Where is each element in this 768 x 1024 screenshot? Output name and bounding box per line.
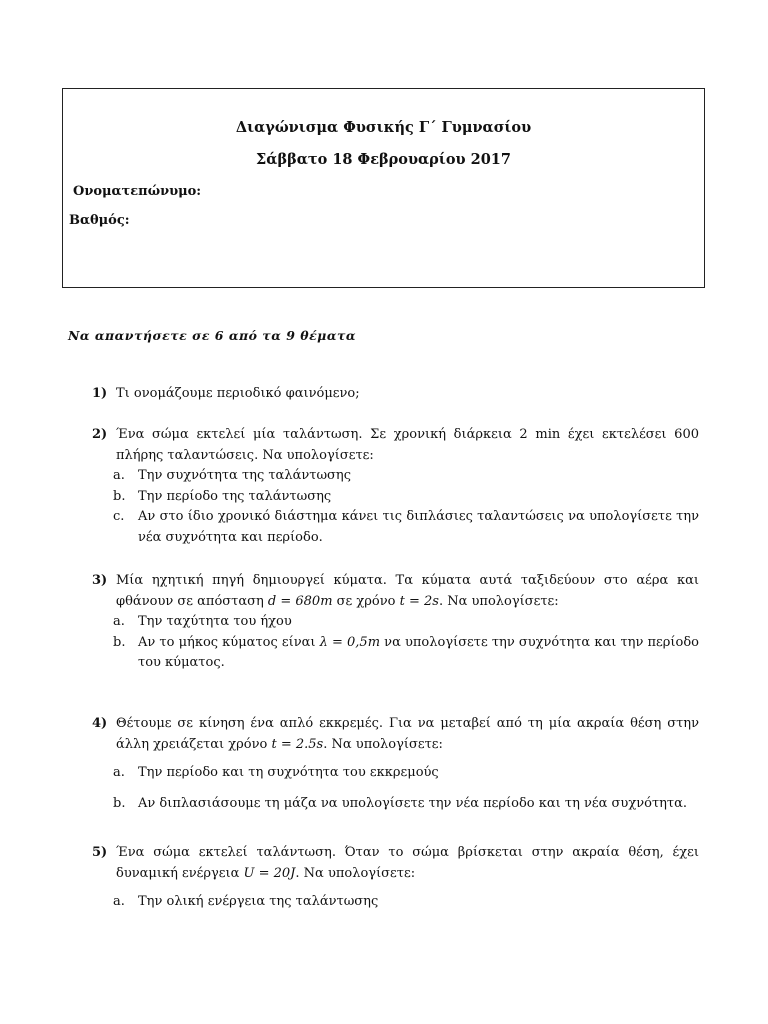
question-4 bbox=[92, 714, 699, 814]
sub-question bbox=[113, 794, 699, 815]
sub-question bbox=[113, 892, 699, 913]
instructions: Να απαντήσετε σε 6 από τα 9 θέματα bbox=[68, 328, 356, 343]
text-segment: Αν το μήκος κύματος είναι bbox=[138, 634, 320, 650]
sub-text: Την περίοδο της ταλάντωσης bbox=[138, 488, 332, 504]
sub-question bbox=[113, 487, 699, 508]
math-energy: U = 20J bbox=[243, 865, 296, 881]
exam-date: Σάββατο 18 Φεβρουαρίου 2017 bbox=[256, 151, 511, 168]
question-text bbox=[116, 571, 699, 612]
name-label: Ονοματεπώνυμο: bbox=[73, 184, 202, 199]
sub-text: Την ταχύτητα του ήχου bbox=[138, 614, 292, 629]
question-5 bbox=[92, 843, 699, 913]
sub-text: Αν διπλασιάσουμε τη μάζα να υπολογίσετε την νέα περίοδο και τη νέα συχνότητα. bbox=[138, 795, 688, 811]
question-number: 5) bbox=[92, 845, 108, 860]
sub-question bbox=[113, 612, 699, 633]
sub-letter: b. bbox=[113, 488, 126, 504]
question-text: Τι ονομάζουμε περιοδικό φαινόμενο; bbox=[116, 386, 360, 401]
text-segment: Θέτουμε σε κίνηση ένα απλό εκκρεμές. Για να μεταβεί από τη μία ακραία θέση στην άλλη χρειάζεται χρόνο bbox=[116, 716, 699, 752]
math-wavelength: λ = 0,5m bbox=[319, 634, 381, 650]
sub-text: Την ολική ενέργεια της ταλάντωσης bbox=[138, 894, 379, 909]
question-text: Ένα σώμα εκτελεί μία ταλάντωση. Σε χρονική διάρκεια 2 min έχει εκτελέσει 600 πλήρης ταλαντώσεις. Να υπολογίσετε: bbox=[116, 427, 699, 463]
question-number: 2) bbox=[92, 427, 108, 442]
question-3 bbox=[92, 571, 699, 674]
math-time: t = 2.5s bbox=[271, 736, 324, 752]
text-segment: . Να υπολογίσετε: bbox=[295, 865, 416, 881]
text-segment: Ένα σώμα εκτελεί ταλάντωση. Όταν το σώμα βρίσκεται στην ακραία θέση, έχει δυναμική ενέργεια bbox=[116, 845, 699, 881]
question-2 bbox=[92, 425, 699, 548]
sub-question bbox=[113, 633, 699, 674]
question-number: 1) bbox=[92, 386, 108, 401]
sub-question bbox=[113, 466, 699, 487]
text-segment: να υπολογίσετε την συχνότητα και την περίοδο του κύματος. bbox=[138, 634, 699, 670]
text-segment: σε χρόνο bbox=[332, 593, 400, 609]
sub-letter: a. bbox=[113, 765, 125, 780]
sub-text: Την συχνότητα της ταλάντωσης bbox=[138, 468, 351, 483]
math-time: t = 2s bbox=[399, 593, 439, 609]
sub-text: Αν στο ίδιο χρονικό διάστημα κάνει τις διπλάσιες ταλαντώσεις να υπολογίσετε την νέα συχνότητα και περίοδο. bbox=[138, 509, 699, 545]
math-distance: d = 680m bbox=[267, 593, 333, 609]
sub-text: Την περίοδο και τη συχνότητα του εκκρεμούς bbox=[138, 765, 439, 780]
grade-label: Βαθμός: bbox=[69, 213, 130, 228]
sub-letter: c. bbox=[113, 509, 125, 524]
question-text bbox=[116, 843, 699, 884]
sub-question bbox=[113, 507, 699, 548]
exam-title: Διαγώνισμα Φυσικής Γ΄ Γυμνασίου bbox=[235, 119, 532, 136]
question-1 bbox=[92, 384, 699, 405]
header-box bbox=[62, 88, 705, 288]
question-text bbox=[116, 714, 699, 755]
question-number: 4) bbox=[92, 716, 108, 731]
text-segment: Μία ηχητική πηγή δημιουργεί κύματα. Τα κύματα αυτά ταξιδεύουν στο αέρα και φθάνουν σε απόσταση bbox=[116, 573, 699, 609]
sub-question bbox=[113, 763, 699, 784]
sub-letter: b. bbox=[113, 795, 126, 811]
text-segment: . Να υπολογίσετε: bbox=[323, 736, 443, 752]
sub-letter: b. bbox=[113, 634, 126, 650]
sub-letter: a. bbox=[113, 894, 125, 909]
sub-letter: a. bbox=[113, 614, 125, 629]
question-number: 3) bbox=[92, 573, 108, 588]
sub-letter: a. bbox=[113, 468, 125, 483]
text-segment: . Να υπολογίσετε: bbox=[438, 593, 559, 609]
